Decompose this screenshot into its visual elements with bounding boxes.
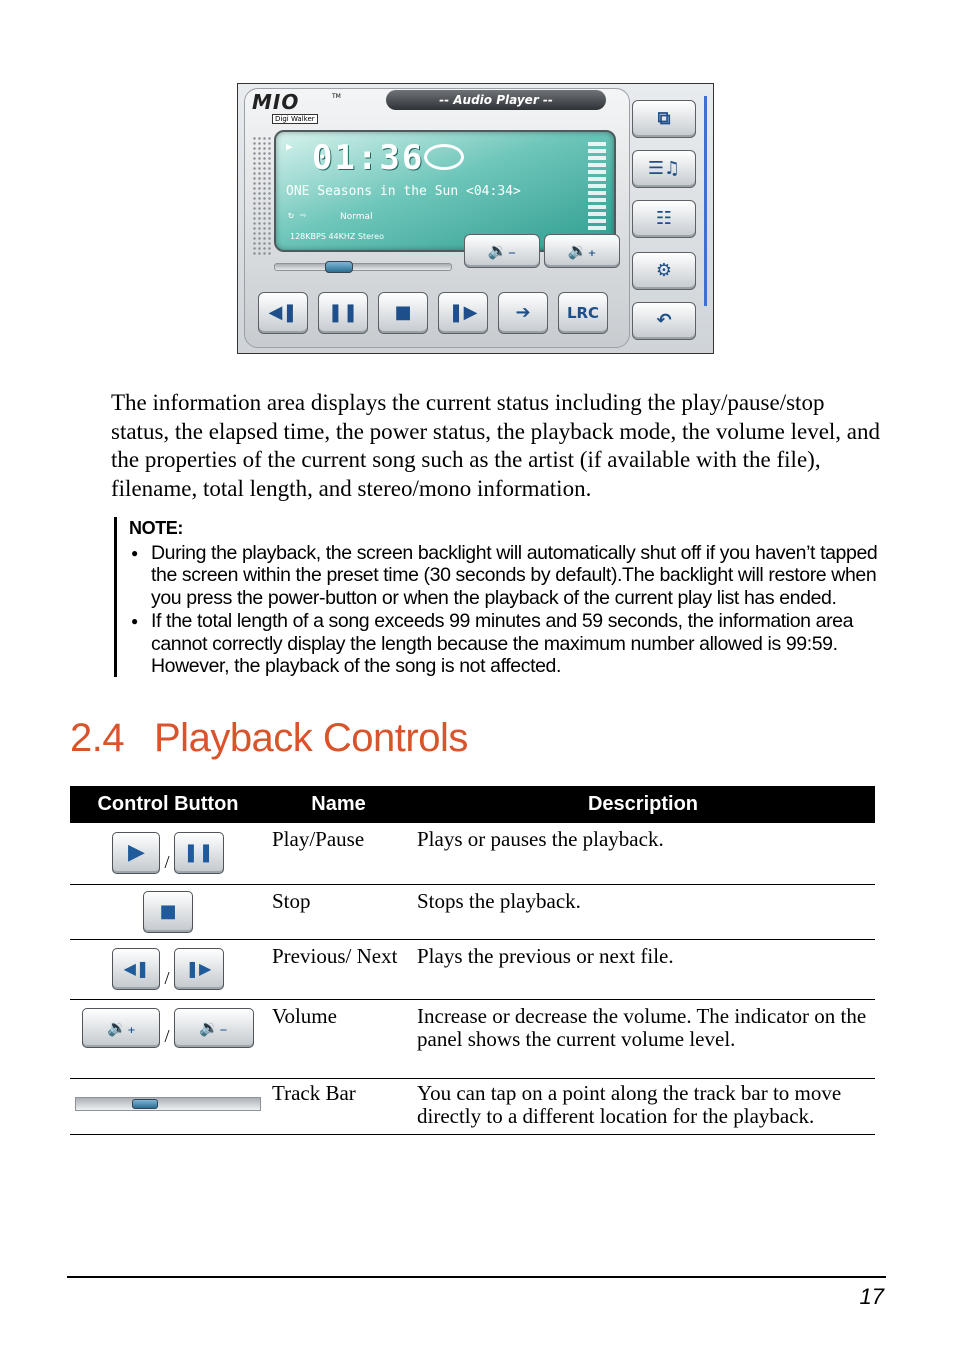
settings-button[interactable] [632,252,696,290]
mio-logo: MIO [252,90,300,114]
play-icon: ▶ [112,832,160,874]
volume-up-button[interactable] [544,234,620,268]
playback-controls-table [70,786,875,1135]
row-description: You can tap on a point along the track bar to move directly to a different location for the playback. [411,1078,875,1134]
row-name: Previous/ Next [266,939,411,999]
repeat-icon: ↻ ⇨ [288,210,307,221]
playlist-icon: ☰♫ [647,158,681,179]
next-icon: ❚▶ [448,302,478,323]
header-description: Description [411,786,875,823]
volume-down-icon: 🔉₋ [487,241,517,260]
track-bar-icon [75,1097,261,1111]
note-item: ● During the playback, the screen backlight will automatically shut off if you haven’t tapped the screen within the preset time (30 seconds by default).The backlight will restore when you press the power-button or when the playback of the current play list has ended. [129,542,884,610]
volume-buttons: 🔉₊ / 🔉₋ [70,999,266,1078]
volume-down-icon: 🔉₋ [174,1008,254,1048]
volume-down-button[interactable] [464,234,540,268]
table-row [70,999,875,1078]
row-name: Volume [266,999,411,1078]
pause-button[interactable] [318,292,368,334]
intro-paragraph: The information area displays the current status including the play/pause/stop status, the elapsed time, the power status, the playback mode, the volume level, and the properties of the current song such as the artist (if available with the file), filename, total length, and stereo/mono information. [111,390,881,502]
header-control-button: Control Button [70,786,266,823]
settings-icon: ⚙ [655,260,673,281]
play-pause-buttons: ▶ / ❚❚ [70,823,266,884]
minimize-button[interactable] [632,100,696,138]
track-bar-cell [70,1078,266,1134]
player-title: -- Audio Player -- [386,90,606,110]
table-row [70,823,875,884]
equalizer-button[interactable] [632,200,696,238]
table-header-row [70,786,875,823]
play-indicator-icon: ▶ [286,140,293,153]
table-row [70,884,875,939]
digiwalker-logo: Digi Walker [272,114,318,124]
playlist-button[interactable] [632,150,696,188]
row-description: Plays the previous or next file. [411,939,875,999]
minimize-icon: ⧉ [657,108,671,129]
track-bar[interactable] [274,263,452,271]
track-bar-knob[interactable] [325,261,353,273]
row-description: Increase or decrease the volume. The indicator on the panel shows the current volume level. [411,999,875,1078]
next-button[interactable] [438,292,488,334]
page-number: 17 [859,1284,884,1309]
footer-rule [67,1276,886,1278]
note-item: ● If the total length of a song exceeds 99 minutes and 59 seconds, the information area cannot correctly display the length because the maximum number allowed is 99:59. However, the playback of the song is not affected. [129,610,884,678]
logo-trademark: TM [332,93,341,100]
song-properties: 128KBPS 44KHZ Stereo [290,232,384,241]
pause-icon: ❚❚ [327,302,359,323]
arrow-right-icon: ➔ [515,302,531,323]
audio-player-screenshot [237,83,714,354]
note-heading: NOTE: [129,518,183,538]
lrc-icon: LRC [566,304,600,322]
previous-next-buttons: ◀❚ / ❚▶ [70,939,266,999]
stop-icon: ■ [394,302,412,323]
pause-icon: ❚❚ [174,832,224,874]
speaker-grille [252,136,272,256]
equalizer-icon: ☷ [655,208,673,229]
cd-icon [424,144,464,170]
playback-mode: Normal [340,212,373,222]
forward-button[interactable] [498,292,548,334]
back-icon: ↶ [656,310,672,331]
row-description: Plays or pauses the playback. [411,823,875,884]
song-info: ONE Seasons in the Sun <04:34> [286,184,521,199]
previous-icon: ◀❚ [112,948,160,990]
stop-button-cell [70,884,266,939]
lrc-button[interactable] [558,292,608,334]
back-button[interactable] [632,302,696,340]
previous-icon: ◀❚ [268,302,298,323]
section-number: 2.4 [70,716,125,760]
stop-icon: ■ [143,891,193,933]
side-accent [704,96,707,306]
volume-up-icon: 🔉₊ [567,241,597,260]
volume-level-bars [588,142,606,232]
row-name: Track Bar [266,1078,411,1134]
header-name: Name [266,786,411,823]
table-row [70,939,875,999]
previous-button[interactable] [258,292,308,334]
section-heading [70,716,468,761]
table-row [70,1078,875,1134]
section-title: Playback Controls [154,716,468,760]
next-icon: ❚▶ [174,948,224,990]
stop-button[interactable] [378,292,428,334]
note-list [129,542,884,678]
row-description: Stops the playback. [411,884,875,939]
note-box [114,517,884,677]
volume-up-icon: 🔉₊ [82,1008,160,1048]
elapsed-time: 01:36 [312,138,425,178]
row-name: Stop [266,884,411,939]
row-name: Play/Pause [266,823,411,884]
